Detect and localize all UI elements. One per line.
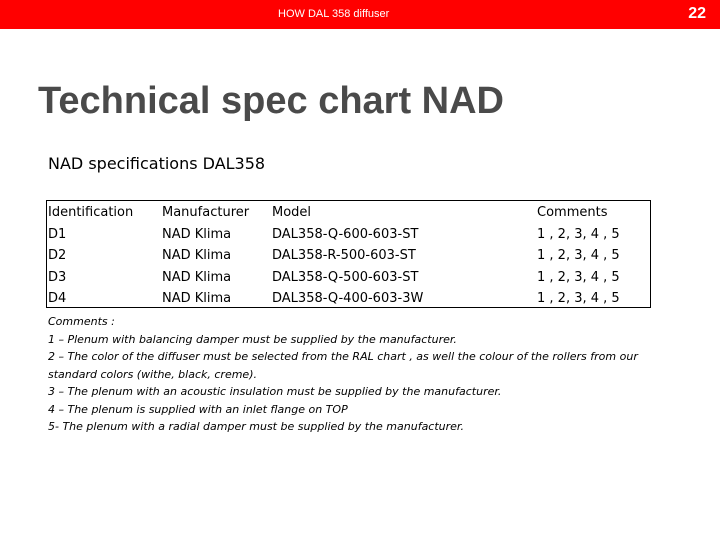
column-header-comments: Comments — [537, 205, 608, 221]
comment-item-5: 5- The plenum with a radial damper must be supplied by the manufacturer. — [48, 420, 464, 433]
page-subtitle: NAD specifications DAL358 — [48, 154, 266, 173]
comment-item-3: 3 – The plenum with an acoustic insulation must be supplied by the manufacturer. — [48, 385, 502, 398]
header-bar — [0, 0, 720, 29]
comment-item-4: 4 – The plenum is supplied with an inlet flange on TOP — [48, 402, 348, 416]
cell-identification: D4 — [48, 291, 67, 307]
column-header-identification: Identification — [48, 205, 134, 221]
cell-model: DAL358-Q-500-603-ST — [272, 269, 419, 285]
cell-comments: 1 , 2, 3, 4 , 5 — [537, 269, 620, 285]
cell-manufacturer: NAD Klima — [162, 226, 232, 242]
cell-comments: 1 , 2, 3, 4 , 5 — [537, 226, 620, 242]
cell-manufacturer: NAD Klima — [162, 269, 232, 285]
cell-model: DAL358-Q-400-603-3W — [272, 291, 424, 307]
table-header-row — [48, 202, 647, 224]
column-header-manufacturer: Manufacturer — [162, 205, 250, 221]
cell-model: DAL358-Q-600-603-ST — [272, 226, 419, 242]
header-title: HOW DAL 358 diffuser — [278, 8, 390, 20]
cell-comments: 1 , 2, 3, 4 , 5 — [537, 291, 620, 307]
comments-heading: Comments : — [48, 315, 115, 328]
comment-item-1: 1 – Plenum with balancing damper must be supplied by the manufacturer. — [48, 332, 457, 346]
cell-identification: D3 — [48, 269, 67, 285]
cell-manufacturer: NAD Klima — [162, 291, 232, 307]
column-header-model: Model — [272, 205, 312, 221]
comment-item-2: 2 – The color of the diffuser must be selected from the RAL chart , as well the colour of the rollers from our standard colors (withe, black, creme). — [48, 350, 638, 381]
slide-number: 22 — [688, 5, 706, 22]
cell-identification: D2 — [48, 248, 67, 264]
table-row — [48, 245, 647, 267]
comments-section — [48, 313, 663, 436]
cell-manufacturer: NAD Klima — [162, 248, 232, 264]
table-row — [48, 267, 647, 289]
page-title: Technical spec chart NAD — [38, 80, 505, 122]
table-row — [48, 288, 647, 310]
cell-identification: D1 — [48, 226, 67, 242]
cell-model: DAL358-R-500-603-ST — [272, 248, 416, 264]
spec-table — [48, 202, 647, 310]
table-row — [48, 224, 647, 246]
cell-comments: 1 , 2, 3, 4 , 5 — [537, 248, 620, 264]
